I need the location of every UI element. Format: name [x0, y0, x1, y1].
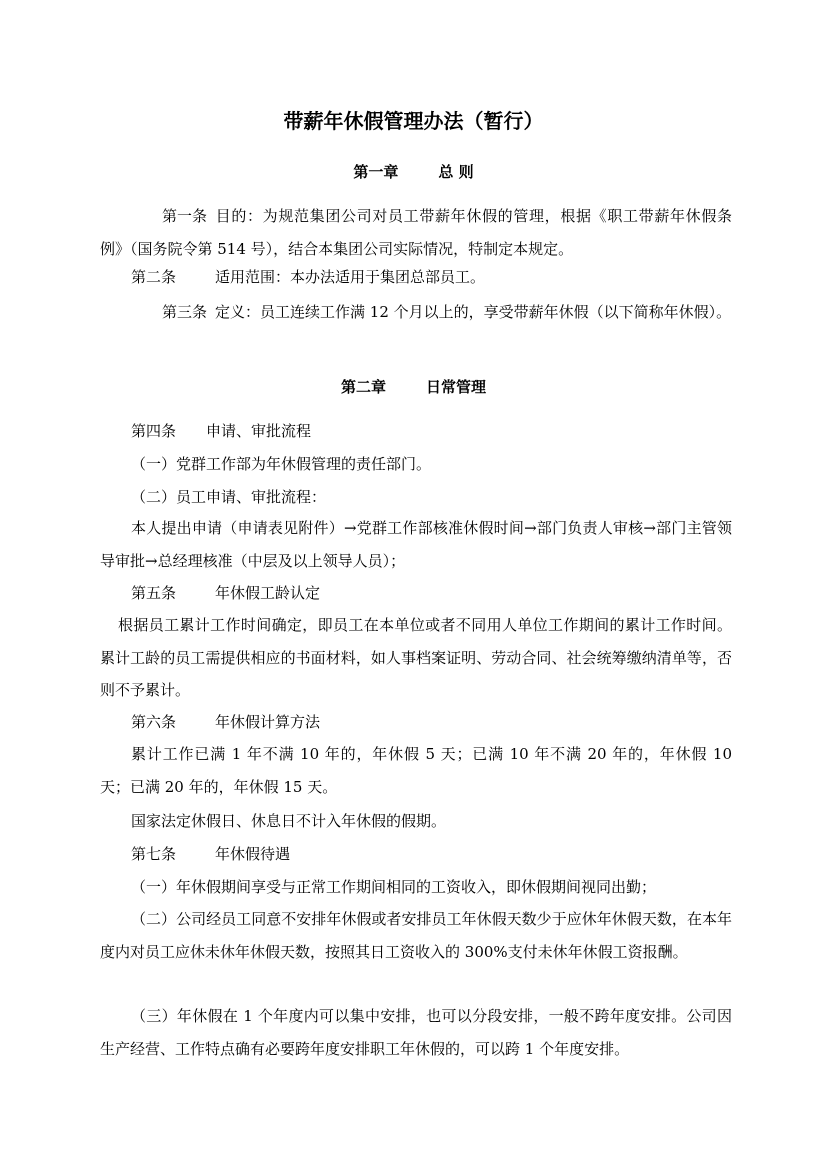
article-6 — [131, 710, 320, 734]
article-3-number: 第三条 — [162, 303, 208, 321]
article-2-number: 第二条 — [131, 268, 177, 286]
article-2 — [131, 265, 485, 289]
chapter-2-name: 日常管理 — [426, 378, 487, 396]
article-4-flow: 本人提出申请（申请表见附件）→党群工作部核准休假时间→部门负责人审核→部门主管领导审批→总经理核准（中层及以上领导人员）； — [100, 519, 732, 570]
article-7-heading: 年休假待遇 — [215, 845, 291, 863]
chapter-2-number: 第二章 — [340, 378, 386, 396]
article-7-item-1: （一）年休假期间享受与正常工作期间相同的工资收入，即休假期间视同出勤； — [131, 878, 657, 896]
article-6-text: 累计工作已满 1 年不满 10 年的，年休假 5 天；已满 10 年不满 20 年的，年休假 10 天；已满 20 年的，年休假 15 天。 — [100, 745, 732, 796]
article-7 — [131, 842, 290, 866]
article-6-note: 国家法定休假日、休息日不计入年休假的假期。 — [131, 812, 447, 830]
chapter-1-name: 总 则 — [438, 163, 474, 181]
article-4-heading: 申请、审批流程 — [206, 422, 312, 440]
article-7-item-3: （三）年休假在 1 个年度内可以集中安排，也可以分段安排，一般不跨年度安排。公司因生产经营、工作特点确有必要跨年度安排职工年休假的，可以跨 1 个年度安排。 — [100, 1007, 732, 1058]
article-1-text: 目的：为规范集团公司对员工带薪年休假的管理，根据《职工带薪年休假条例》（国务院令第 514 号），结合本集团公司实际情况，特制定本规定。 — [100, 207, 732, 258]
article-5-text: 根据员工累计工作时间确定，即员工在本单位或者不同用人单位工作期间的累计工作时间。累计工龄的员工需提供相应的书面材料，如人事档案证明、劳动合同、社会统筹缴纳清单等，否则不予累计。 — [100, 616, 732, 699]
article-2-text: 适用范围：本办法适用于集团总部员工。 — [215, 268, 486, 286]
article-7-number: 第七条 — [131, 845, 177, 863]
chapter-1-heading — [0, 160, 827, 184]
article-6-number: 第六条 — [131, 713, 177, 731]
article-4-item-1: （一）党群工作部为年休假管理的责任部门。 — [131, 455, 432, 473]
chapter-1-number: 第一章 — [353, 163, 399, 181]
article-1 — [100, 200, 732, 265]
article-4-item-2: （二）员工申请、审批流程： — [131, 488, 327, 506]
article-4-number: 第四条 — [131, 422, 177, 440]
article-3-text: 定义：员工连续工作满 12 个月以上的，享受带薪年休假（以下简称年休假）。 — [215, 303, 732, 321]
article-5-number: 第五条 — [131, 584, 177, 602]
article-5-heading: 年休假工龄认定 — [215, 584, 321, 602]
article-6-heading: 年休假计算方法 — [215, 713, 321, 731]
article-1-number: 第一条 — [162, 207, 208, 225]
article-3 — [100, 296, 732, 329]
document-title: 带薪年休假管理办法（暂行） — [283, 109, 544, 133]
article-4 — [131, 419, 311, 443]
chapter-2-heading — [0, 375, 827, 399]
article-7-item-2: （二）公司经员工同意不安排年休假或者安排员工年休假天数少于应休年休假天数，在本年度内对员工应休未休年休假天数，按照其日工资收入的 300%支付未休年休假工资报酬。 — [100, 910, 732, 961]
article-5 — [131, 581, 320, 605]
